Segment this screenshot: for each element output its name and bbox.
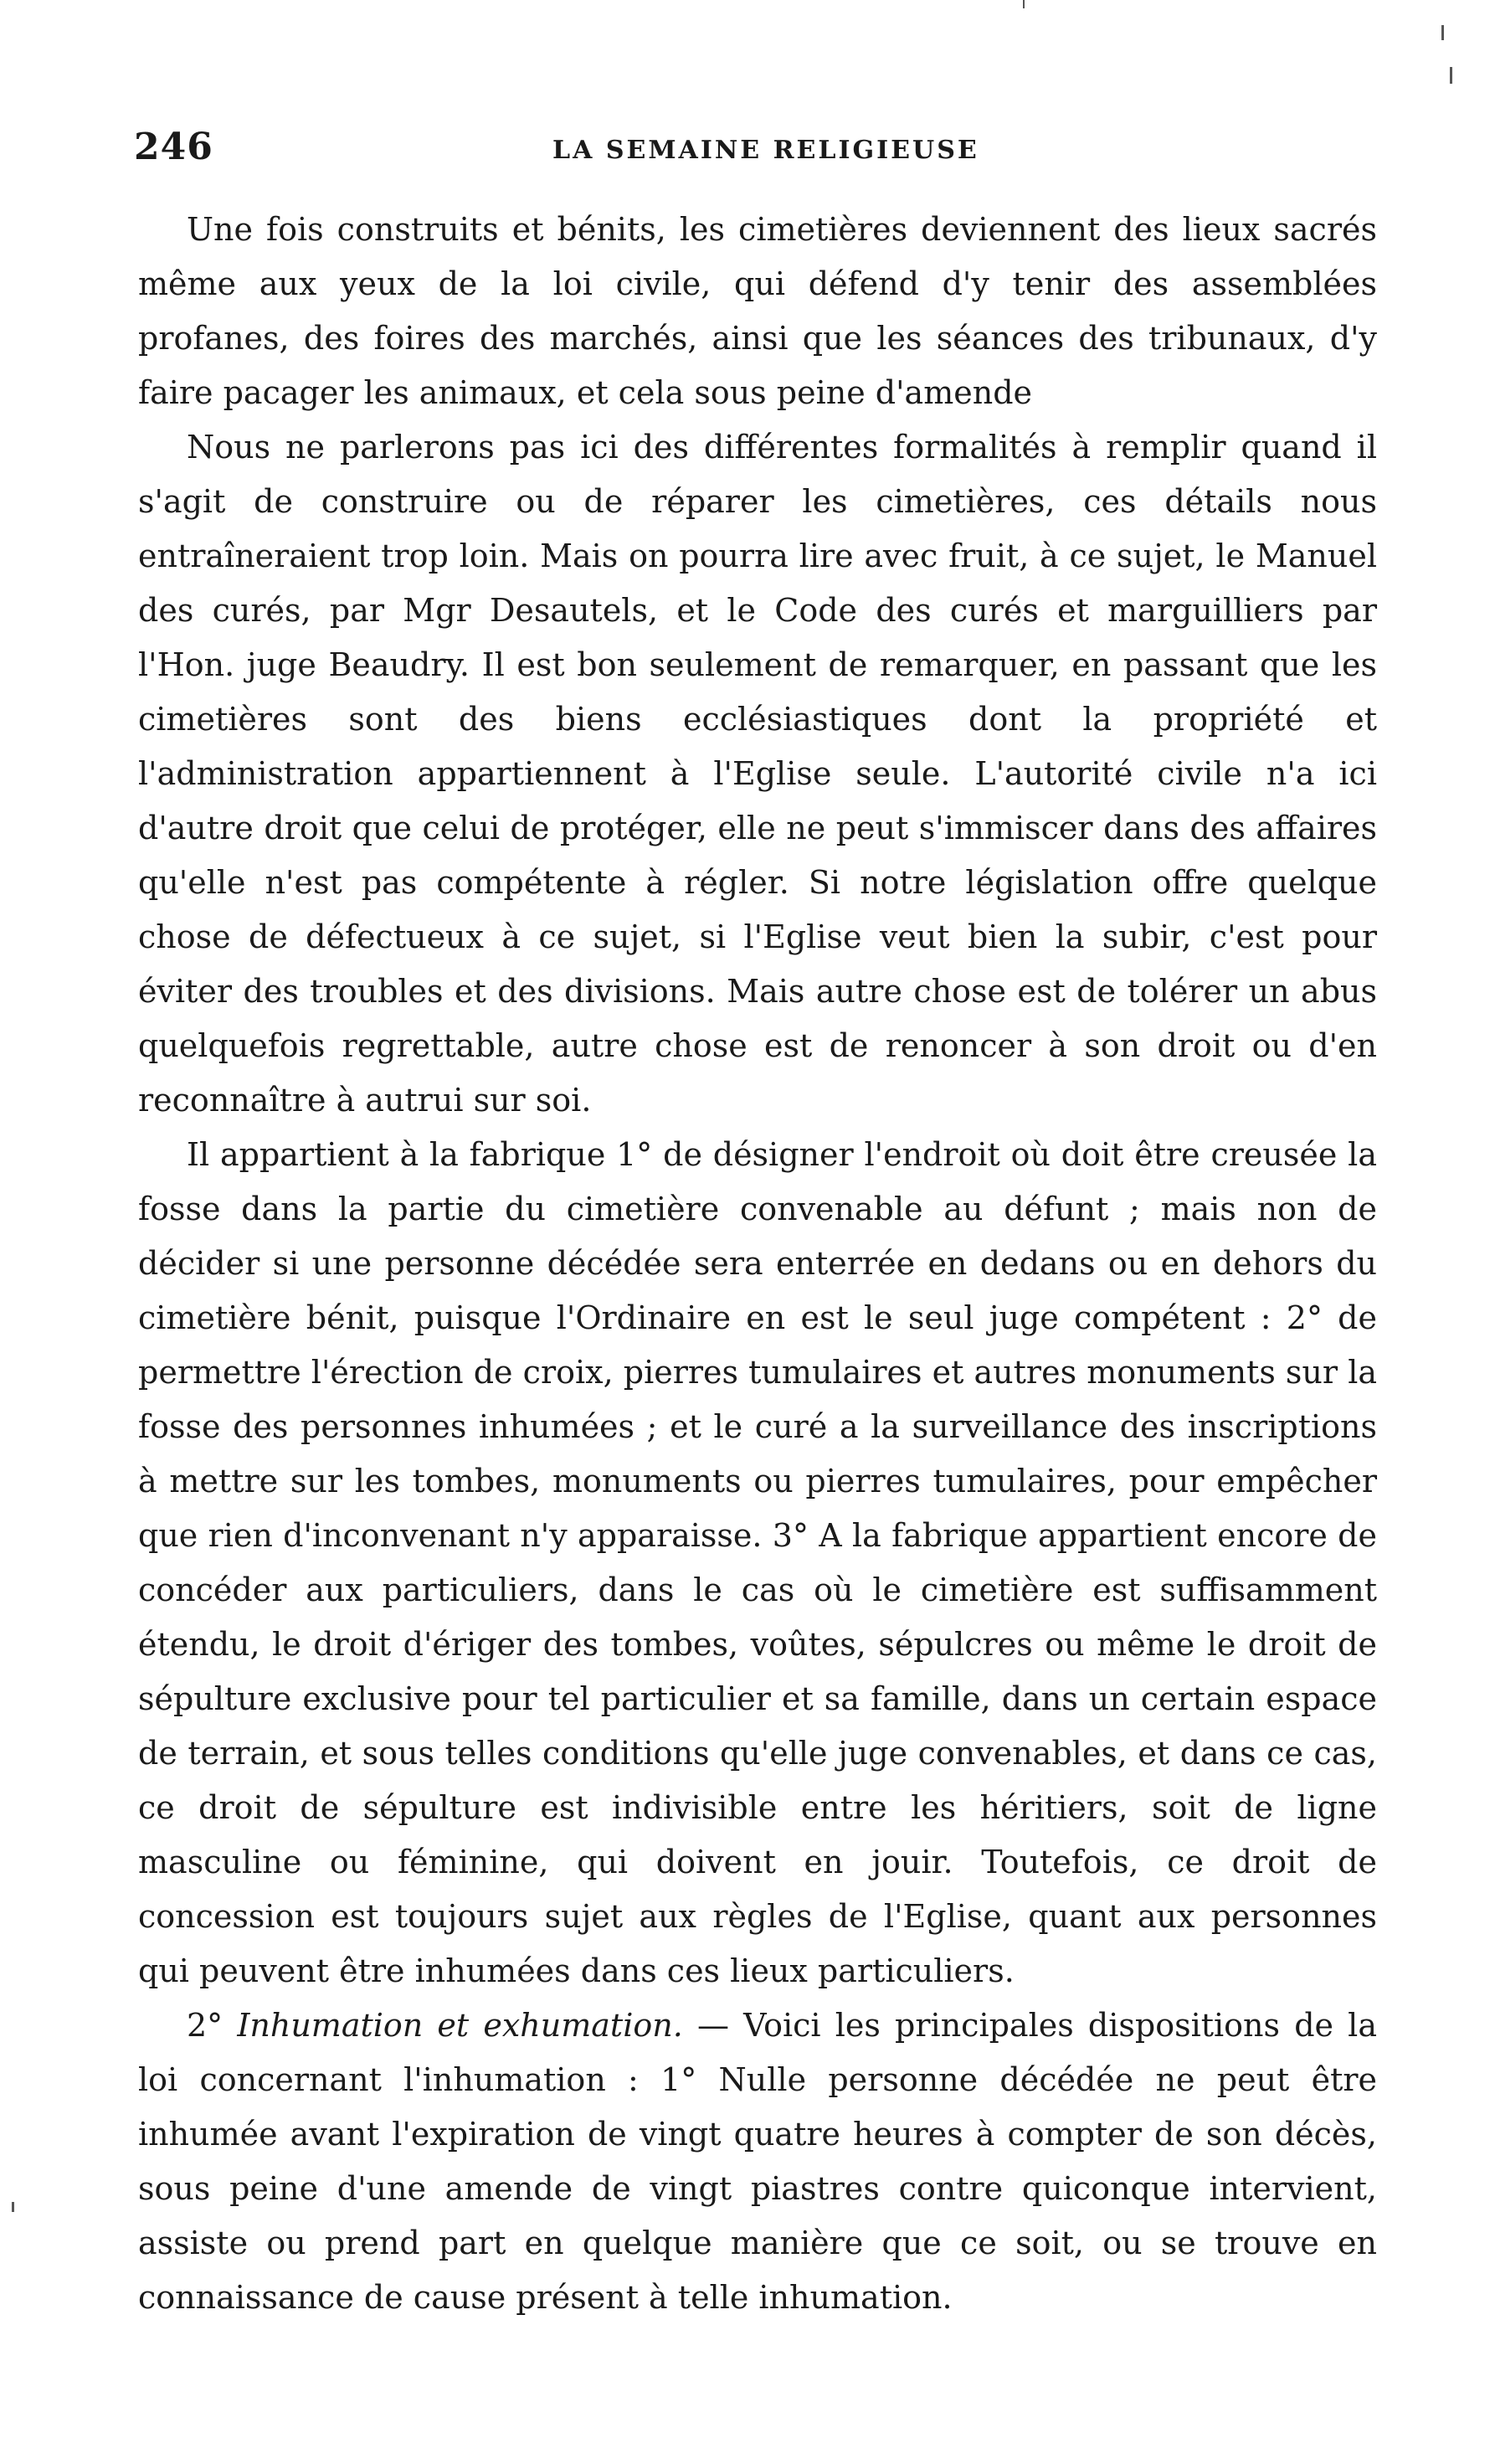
section-text: — Voici les principales dispositions de la loi concernant l'inhumation : 1° Nulle personne décédée ne peut être inhumée avant l'expiration de vingt quatre heures à compter de son décès, sous peine d'une amende de vingt piastres contre quiconque intervient, assiste ou prend part en quelque manière que ce soit, ou se trouve en connaissance de cause présent à telle inhumation. [138, 2007, 1377, 2316]
scan-mark-right-1 [1441, 25, 1444, 40]
section-heading: Inhumation et exhumation. [237, 2007, 683, 2044]
scan-mark-left [12, 2202, 14, 2212]
paragraph-1: Une fois construits et bénits, les cimetières deviennent des lieux sacrés même aux yeux de la loi civile, qui défend d'y tenir des assemblées profanes, des foires des marchés, ainsi que les séances des tribunaux, d'y faire pacager les animaux, et cela sous peine d'amende [138, 211, 1377, 411]
section-number: 2° [187, 2007, 238, 2044]
paragraph-2: Nous ne parlerons pas ici des différentes formalités à remplir quand il s'agit de construire ou de réparer les cimetières, ces détails nous entraîneraient trop loin. Mais on pourra lire avec fruit, à ce sujet, le Manuel des curés, par Mgr Desautels, et le Code des curés et marguilliers par l'Hon. juge Beaudry. Il est bon seulement de remarquer, en passant que les cimetières sont des biens ecclésiastiques dont la propriété et l'administration appartiennent à l'Eglise seule. L'autorité civile n'a ici d'autre droit que celui de protéger, elle ne peut s'immiscer dans des affaires qu'elle n'est pas compétente à régler. Si notre législation offre quelque chose de défectueux à ce sujet, si l'Eglise veut bien la subir, c'est pour éviter des troubles et des divisions. Mais autre chose est de tolérer un abus quelquefois regrettable, autre chose est de renoncer à son droit ou d'en reconnaître à autrui sur soi. [138, 429, 1377, 1119]
running-title: LA SEMAINE RELIGIEUSE [552, 136, 979, 165]
paragraph-4 [138, 1998, 1377, 2325]
body-text [138, 203, 1377, 2325]
page-number: 246 [134, 126, 213, 168]
scan-mark-right-2 [1450, 67, 1452, 84]
paragraph-3: Il appartient à la fabrique 1° de désigner l'endroit où doit être creusée la fosse dans la partie du cimetière convenable au défunt ; mais non de décider si une personne décédée sera enterrée en dedans ou en dehors du cimetière bénit, puisque l'Ordinaire en est le seul juge compétent : 2° de permettre l'érection de croix, pierres tumulaires et autres monuments sur la fosse des personnes inhumées ; et le curé a la surveillance des inscriptions à mettre sur les tombes, monuments ou pierres tumulaires, pour empêcher que rien d'inconvenant n'y apparaisse. 3° A la fabrique appartient encore de concéder aux particuliers, dans le cas où le cimetière est suffisamment étendu, le droit d'ériger des tombes, voûtes, sépulcres ou même le droit de sépulture exclusive pour tel particulier et sa famille, dans un certain espace de terrain, et sous telles conditions qu'elle juge convenables, et dans ce cas, ce droit de sépulture est indivisible entre les héritiers, soit de ligne masculine ou féminine, qui doivent en jouir. Toutefois, ce droit de concession est toujours sujet aux règles de l'Eglise, quant aux personnes qui peuvent être inhumées dans ces lieux particuliers. [138, 1136, 1377, 1989]
page-header [134, 126, 1373, 176]
scan-mark-top [1023, 0, 1025, 8]
